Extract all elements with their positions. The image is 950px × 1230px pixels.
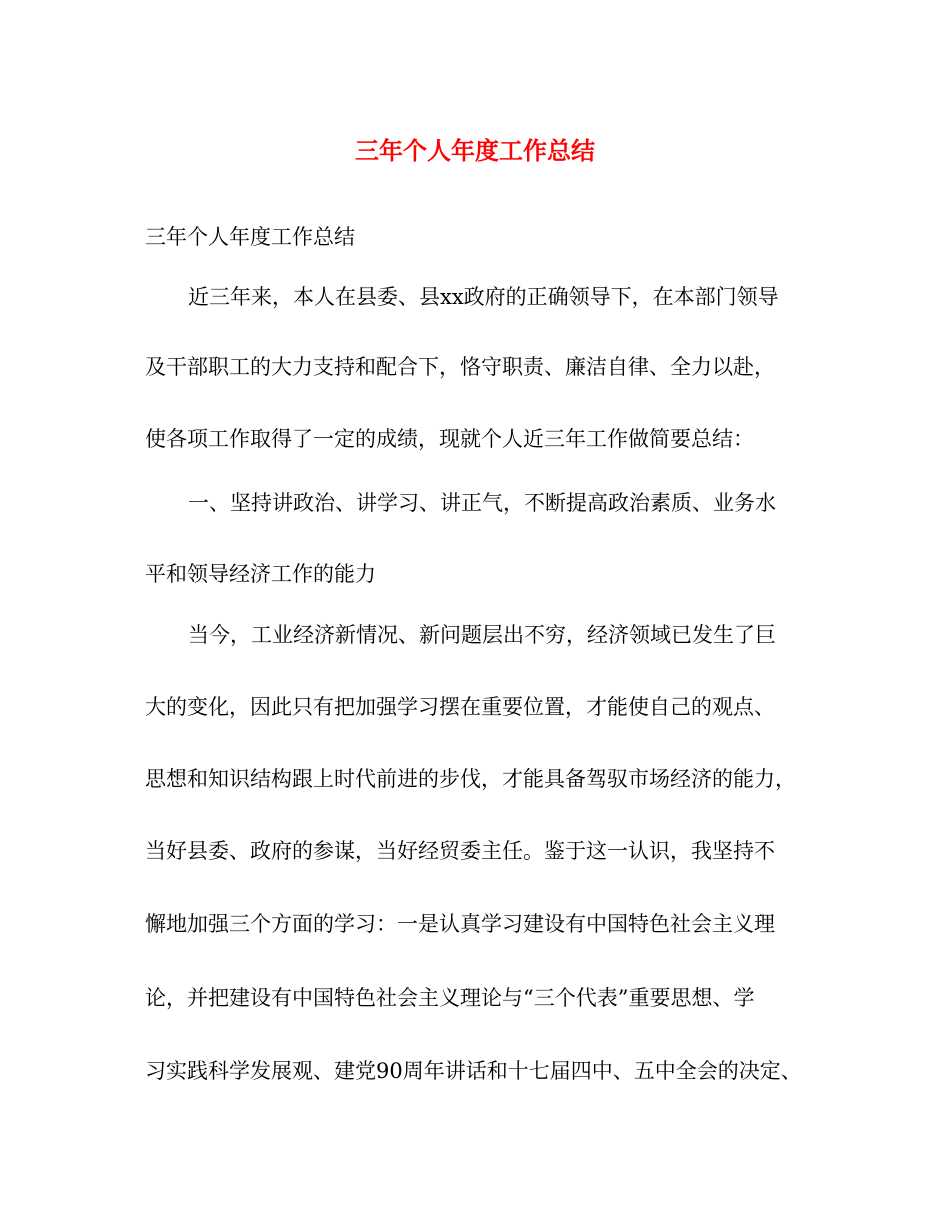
paragraph-line: 懈地加强三个方面的学习：一是认真学习建设有中国特色社会主义理 (145, 912, 775, 936)
section-heading-line: 平和领导经济工作的能力 (145, 562, 376, 586)
paragraph-line: 大的变化，因此只有把加强学习摆在重要位置，才能使自己的观点、 (145, 695, 775, 719)
document-subtitle: 三年个人年度工作总结 (145, 225, 355, 249)
paragraph-line: 当今，工业经济新情况、新问题层出不穷，经济领域已发生了巨 (188, 623, 776, 647)
paragraph-line: 习实践科学发展观、建党90周年讲话和十七届四中、五中全会的决定、 (145, 1059, 802, 1083)
document-title: 三年个人年度工作总结 (355, 136, 595, 165)
section-heading-line: 一、坚持讲政治、讲学习、讲正气，不断提高政治素质、业务水 (188, 491, 776, 515)
paragraph-line: 及干部职工的大力支持和配合下，恪守职责、廉洁自律、全力以赴， (145, 355, 775, 379)
paragraph-line: 当好县委、政府的参谋，当好经贸委主任。鉴于这一认识，我坚持不 (145, 839, 775, 863)
paragraph-line: 近三年来，本人在县委、县xx政府的正确领导下，在本部门领导 (188, 285, 779, 309)
paragraph-line: 使各项工作取得了一定的成绩，现就个人近三年工作做简要总结： (145, 427, 754, 451)
paragraph-line: 论，并把建设有中国特色社会主义理论与“三个代表”重要思想、学 (145, 986, 755, 1010)
paragraph-line: 思想和知识结构跟上时代前进的步伐，才能具备驾驭市场经济的能力， (145, 767, 796, 791)
